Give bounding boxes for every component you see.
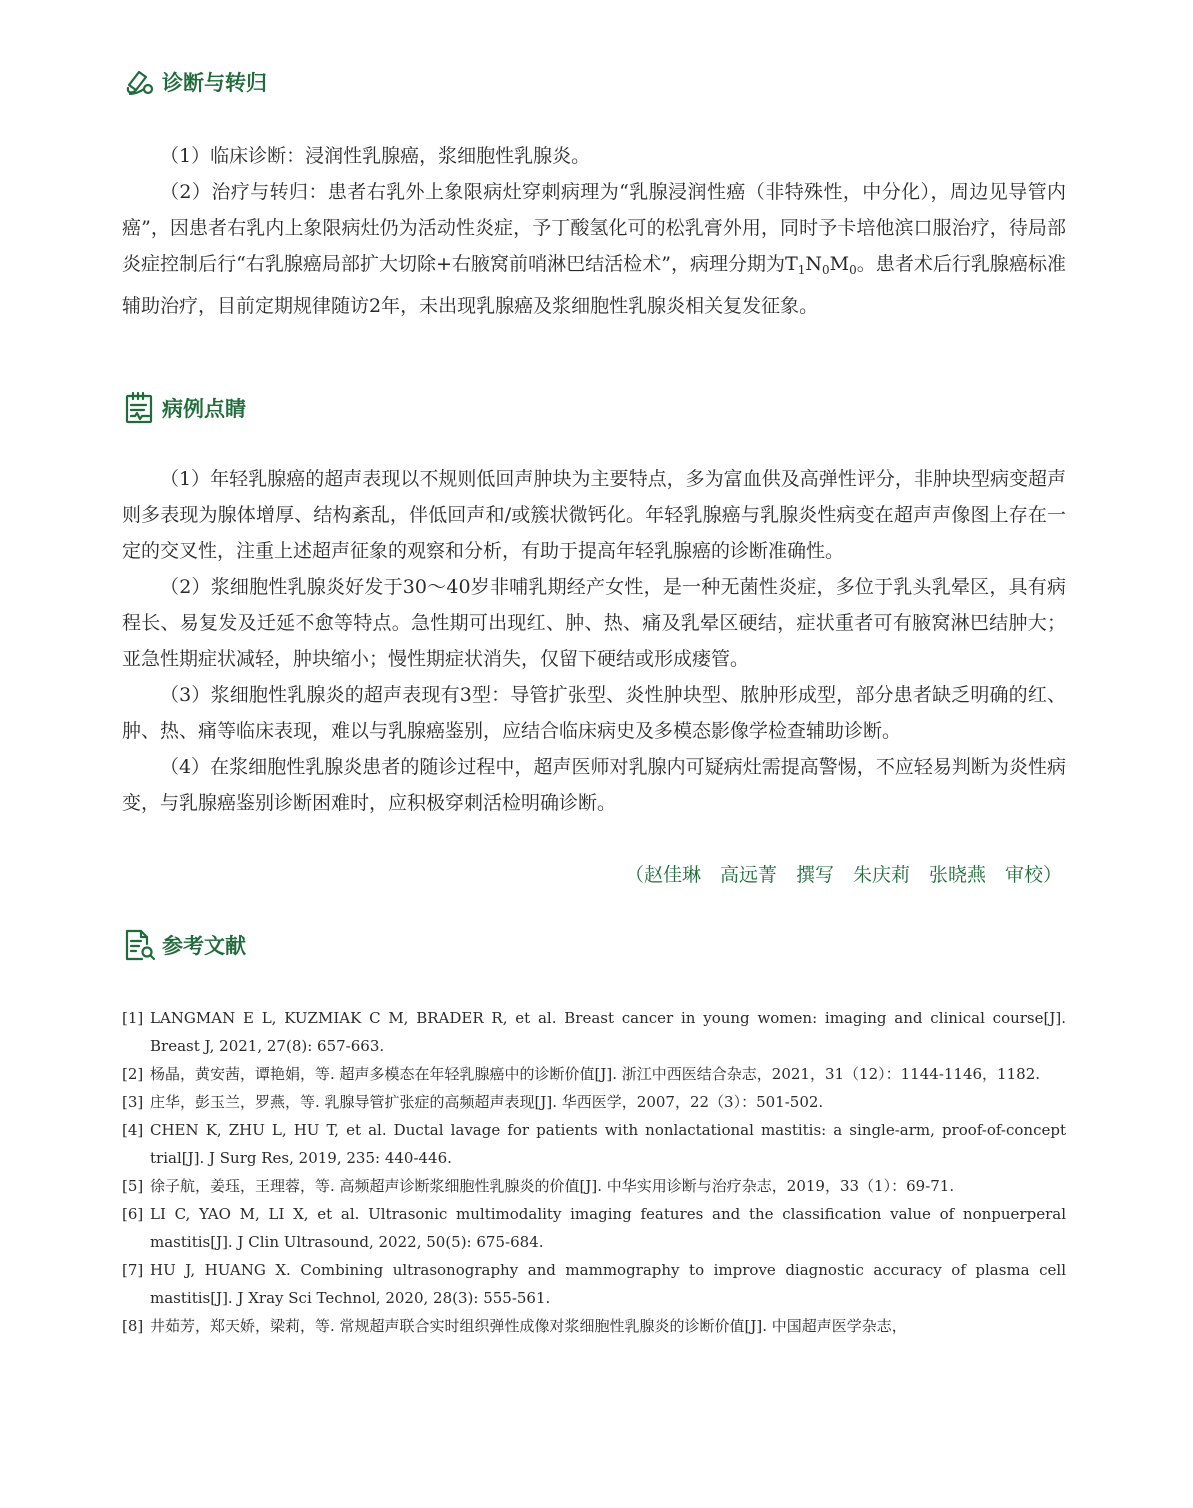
paragraph: （2）浆细胞性乳腺炎好发于30～40岁非哺乳期经产女性，是一种无菌性炎症，多位于乳头乳晕区，具有病程长、易复发及迁延不愈等特点。急性期可出现红、肿、热、痛及乳晕区硬结，症状重者可有腋窝淋巴结肿大；亚急性期症状减轻，肿块缩小；慢性期症状消失，仅留下硬结或形成瘘管。 (122, 576, 1066, 670)
section-title-diagnosis (122, 62, 267, 102)
clipboard-icon (122, 390, 158, 426)
reference-text: 杨晶，黄安茜，谭艳娟，等. 超声多模态在年轻乳腺癌中的诊断价值[J]. 浙江中西医结合杂志，2021，31（12）：1144-1146，1182. (150, 1065, 1040, 1083)
subscript: 1 (797, 263, 806, 277)
reference-number: [4] (122, 1121, 144, 1139)
reference-number: [1] (122, 1009, 144, 1027)
subscript: 0 (822, 263, 830, 277)
author-signature: （赵佳琳 高远菁 撰写 朱庆莉 张晓燕 审校） (624, 864, 1062, 886)
paragraph-text: 。患者术后行乳腺癌标准辅助治疗，目前定期规律随访2年，未出现乳腺癌及浆细胞性乳腺炎相关复发征象。 (122, 253, 1066, 317)
reference-text: HU J, HUANG X. Combining ultrasonography and mammography to improve diagnostic accuracy of plasma cell mastitis[J]. J Xray Sci Technol, 2020, 28(3): 555-561. (150, 1261, 1066, 1307)
stethoscope-icon (122, 64, 158, 100)
stage-letter: M (829, 253, 850, 275)
section-title-references (122, 925, 246, 965)
paragraph (122, 174, 1066, 324)
paragraph: （3）浆细胞性乳腺炎的超声表现有3型：导管扩张型、炎性肿块型、脓肿形成型，部分患者缺乏明确的红、肿、热、痛等临床表现，难以与乳腺癌鉴别，应结合临床病史及多模态影像学检查辅助诊断。 (122, 684, 1066, 742)
subscript: 0 (849, 263, 857, 277)
reference-item (122, 1060, 1066, 1088)
section-title-highlights (122, 388, 246, 428)
reference-number: [2] (122, 1065, 144, 1083)
reference-item (122, 1116, 1066, 1172)
reference-item (122, 1312, 1066, 1340)
diagnosis-body (122, 138, 1066, 324)
reference-number: [3] (122, 1093, 144, 1111)
reference-text: CHEN K, ZHU L, HU T, et al. Ductal lavage for patients with nonlactational mastitis: a single-arm, proof-of-concept trial[J]. J Surg Res, 2019, 235: 440-446. (150, 1121, 1066, 1167)
paragraph: （4）在浆细胞性乳腺炎患者的随诊过程中，超声医师对乳腺内可疑病灶需提高警惕，不应轻易判断为炎性病变，与乳腺癌鉴别诊断困难时，应积极穿刺活检明确诊断。 (122, 756, 1066, 814)
document-search-icon (122, 927, 158, 963)
highlights-body (122, 461, 1066, 821)
reference-item (122, 1200, 1066, 1256)
reference-item (122, 1172, 1066, 1200)
reference-text: LI C, YAO M, LI X, et al. Ultrasonic multimodality imaging features and the classification value of nonpuerperal mastitis[J]. J Clin Ultrasound, 2022, 50(5): 675-684. (150, 1205, 1066, 1251)
section-title-text: 参考文献 (162, 934, 246, 958)
reference-number: [8] (122, 1317, 144, 1335)
reference-item (122, 1004, 1066, 1060)
paragraph-text: （2）治疗与转归：患者右乳外上象限病灶穿刺病理为“乳腺浸润性癌（非特殊性，中分化），周边见导管内癌”，因患者右乳内上象限病灶仍为活动性炎症，予丁酸氢化可的松乳膏外用，同时予卡培他滨口服治疗，待局部炎症控制后行“右乳腺癌局部扩大切除+右腋窝前哨淋巴结活检术”，病理分期为T (122, 181, 1066, 275)
reference-item (122, 1088, 1066, 1116)
reference-text: 井茹芳，郑天娇，梁莉，等. 常规超声联合实时组织弹性成像对浆细胞性乳腺炎的诊断价值[J]. 中国超声医学杂志， (150, 1317, 907, 1335)
reference-number: [6] (122, 1205, 144, 1223)
paragraph: （1）年轻乳腺癌的超声表现以不规则低回声肿块为主要特点，多为富血供及高弹性评分，非肿块型病变超声则多表现为腺体增厚、结构紊乱，伴低回声和/或簇状微钙化。年轻乳腺癌与乳腺炎性病变在超声声像图上存在一定的交叉性，注重上述超声征象的观察和分析，有助于提高年轻乳腺癌的诊断准确性。 (122, 468, 1066, 562)
paragraph: （1）临床诊断：浸润性乳腺癌，浆细胞性乳腺炎。 (160, 145, 591, 167)
section-title-text: 诊断与转归 (162, 71, 267, 95)
reference-text: 徐子航，姜珏，王理蓉，等. 高频超声诊断浆细胞性乳腺炎的价值[J]. 中华实用诊断与治疗杂志，2019，33（1）：69-71. (150, 1177, 955, 1195)
stage-letter: N (805, 253, 823, 275)
reference-text: LANGMAN E L, KUZMIAK C M, BRADER R, et al. Breast cancer in young women: imaging and clinical course[J]. Breast J, 2021, 27(8): 657-663. (150, 1009, 1066, 1055)
reference-number: [7] (122, 1261, 144, 1279)
reference-text: 庄华，彭玉兰，罗燕，等. 乳腺导管扩张症的高频超声表现[J]. 华西医学，2007，22（3）：501-502. (150, 1093, 824, 1111)
reference-list (122, 1004, 1066, 1340)
reference-item (122, 1256, 1066, 1312)
reference-number: [5] (122, 1177, 144, 1195)
section-title-text: 病例点睛 (162, 397, 246, 421)
